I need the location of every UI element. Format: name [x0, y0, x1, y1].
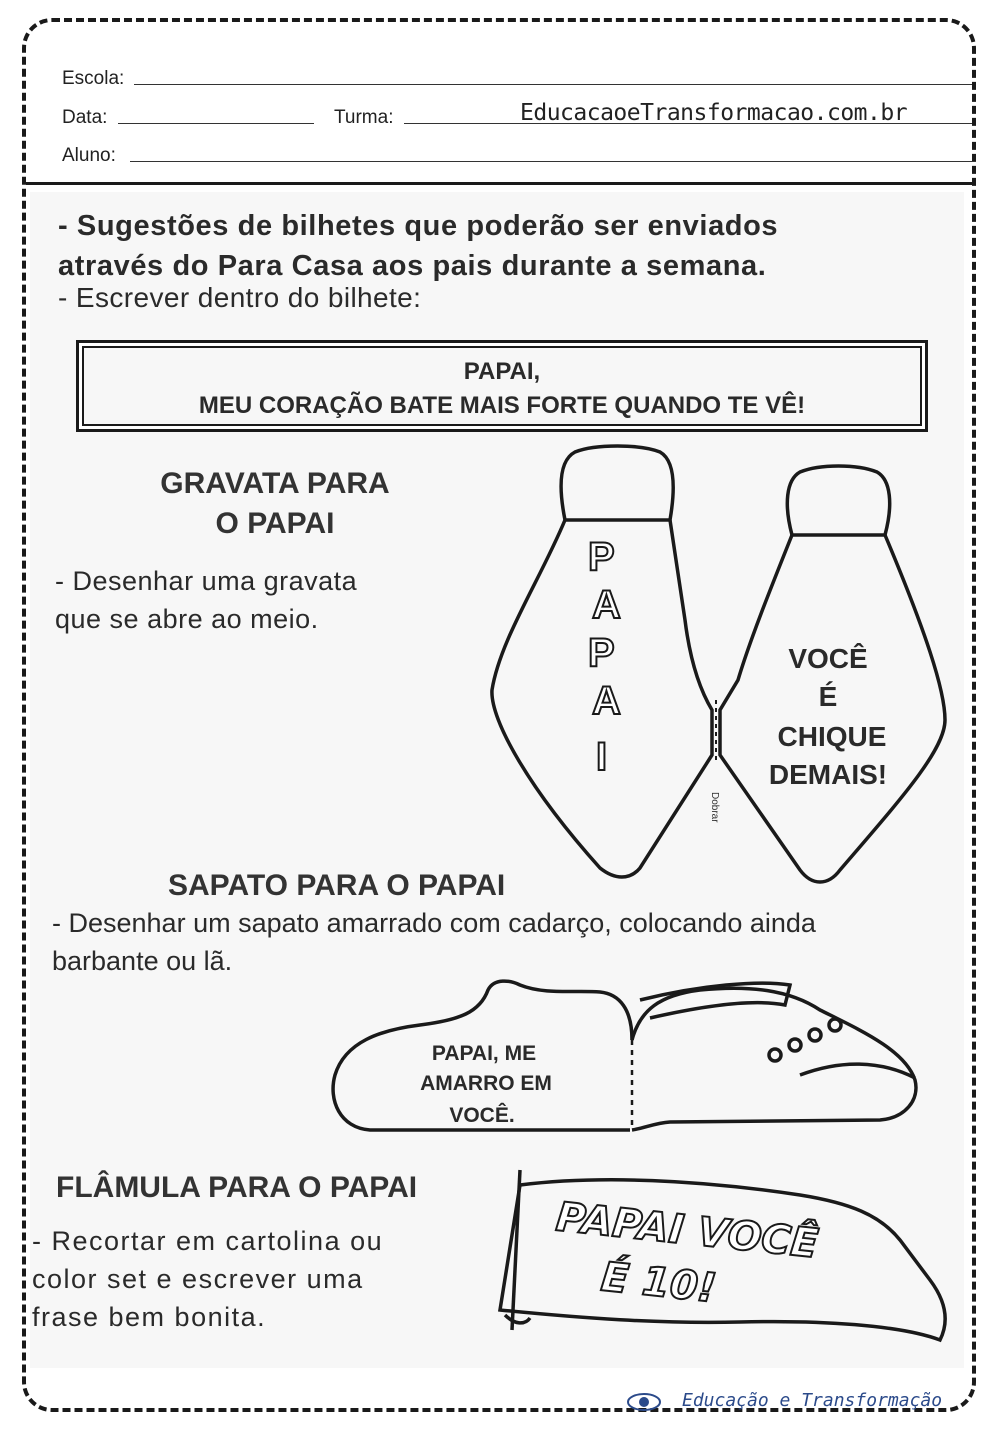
tie-letters — [588, 535, 621, 779]
intro-title-line1: - Sugestões de bilhetes que poderão ser enviados — [58, 210, 779, 242]
tie-msg-line2: É — [818, 681, 838, 712]
footer-brand: Educação e Transformação — [682, 1390, 943, 1411]
escola-label: Escola: — [62, 68, 125, 89]
pennant-line1: PAPAI VOCÊ — [553, 1194, 821, 1268]
gravata-title-line2: O PAPAI — [215, 507, 335, 540]
flamula-desc-line1: - Recortar em cartolina ou — [32, 1226, 384, 1256]
shoe-msg-line1: PAPAI, ME — [431, 1042, 537, 1065]
sapato-desc-line2: barbante ou lã. — [52, 946, 233, 976]
brand-logo-icon — [628, 1394, 660, 1410]
tie-letter-p1: P — [588, 535, 615, 579]
gravata-desc-line2: que se abre ao meio. — [55, 604, 319, 634]
pennant-message — [554, 1192, 821, 1312]
flamula-desc-line2: color set e escrever uma — [32, 1264, 364, 1294]
gravata-title-line1: GRAVATA PARA — [160, 467, 390, 500]
flamula-desc-line3: frase bem bonita. — [32, 1302, 267, 1332]
turma-label: Turma: — [334, 107, 394, 128]
tie-right-illustration — [720, 466, 945, 882]
shoe-message — [420, 1042, 552, 1127]
tie-msg-line1: VOCÊ — [788, 643, 868, 674]
tie-letter-a1: A — [592, 583, 621, 627]
tie-fold-label: Dobrar — [709, 792, 720, 823]
pennant-line2: É 10! — [598, 1254, 719, 1312]
message-line2: MEU CORAÇÃO BATE MAIS FORTE QUANDO TE VÊ! — [198, 392, 806, 419]
shoe-msg-line3: VOCÊ. — [449, 1104, 515, 1127]
message-line1: PAPAI, — [463, 358, 541, 385]
shoe-illustration — [333, 981, 916, 1130]
tie-msg-line4: DEMAIS! — [768, 759, 888, 790]
flamula-title: FLÂMULA PARA O PAPAI — [56, 1171, 418, 1204]
sapato-desc-line1: - Desenhar um sapato amarrado com cadarço, colocando ainda — [52, 908, 816, 938]
intro-title-line2: através do Para Casa aos pais durante a semana. — [58, 250, 767, 282]
tie-msg-line3: CHIQUE — [777, 721, 887, 752]
tie-letter-i: I — [596, 735, 608, 779]
gravata-desc-line1: - Desenhar uma gravata — [55, 566, 358, 596]
intro-subtitle: - Escrever dentro do bilhete: — [58, 282, 422, 313]
aluno-label: Aluno: — [62, 145, 116, 166]
tie-letter-p2: P — [588, 631, 615, 675]
tie-message — [769, 643, 887, 790]
tie-letter-a2: A — [592, 679, 621, 723]
data-label: Data: — [62, 107, 108, 128]
shoe-msg-line2: AMARRO EM — [420, 1072, 552, 1095]
website-text: EducacaoeTransformacao.com.br — [520, 100, 908, 126]
sapato-title: SAPATO PARA O PAPAI — [168, 869, 506, 902]
